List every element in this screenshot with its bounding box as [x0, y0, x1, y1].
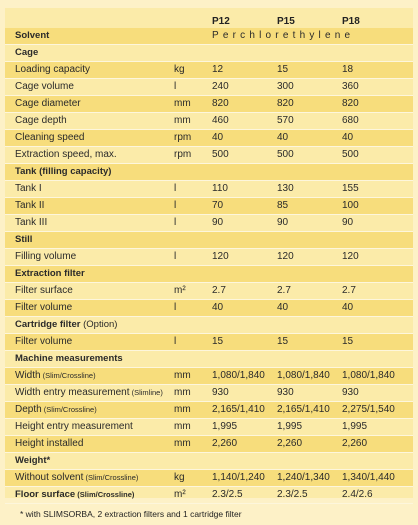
row-label-text: Extraction speed, max.	[15, 149, 117, 160]
row-label-text: Filter volume	[15, 302, 73, 313]
row-label	[15, 79, 74, 95]
row-unit: kg	[174, 64, 185, 75]
row-unit: mm	[174, 98, 191, 109]
table-row	[5, 96, 413, 113]
row-value-p12: 15	[212, 336, 224, 347]
row-label-text: Extraction filter	[15, 268, 85, 279]
footnote: * with SLIMSORBA, 2 extraction filters and 1 cartridge filter	[20, 509, 242, 519]
row-label-note: (Slimline)	[129, 388, 163, 397]
row-label	[15, 28, 49, 44]
row-label	[15, 436, 83, 452]
table-row	[5, 368, 413, 385]
row-label-text: Filter surface	[15, 285, 73, 296]
row-label	[15, 198, 44, 214]
row-value-p18: 120	[342, 251, 359, 262]
row-label-text: Machine measurements	[15, 353, 123, 364]
row-label	[15, 368, 96, 384]
row-value-p18: 360	[342, 81, 359, 92]
row-label	[15, 385, 163, 401]
row-label-text: Width	[15, 370, 41, 381]
row-label	[15, 113, 67, 129]
row-unit: mm	[174, 115, 191, 126]
row-label-text: Still	[15, 234, 33, 245]
row-label	[15, 45, 38, 61]
row-value-p12: 12	[212, 64, 224, 75]
table-header	[5, 8, 413, 28]
row-unit: mm	[174, 370, 191, 381]
row-value-p15: 90	[277, 217, 289, 228]
row-value-p18: 1,080/1,840	[342, 370, 395, 381]
row-value-p15: 15	[277, 64, 289, 75]
row-value-p12: 500	[212, 149, 229, 160]
row-value-p15: 2.7	[277, 285, 291, 296]
row-unit: l	[174, 336, 177, 347]
row-value-p12: 110	[212, 183, 228, 194]
row-value-p15: 570	[277, 115, 294, 126]
row-label-text: Solvent	[15, 30, 50, 41]
row-value-p18: 680	[342, 115, 359, 126]
row-label-extra: (Option)	[80, 319, 118, 330]
row-value-p15: 1,240/1,340	[277, 472, 330, 483]
row-span-value: Perchlorethylene	[212, 30, 355, 41]
table-body	[5, 28, 413, 504]
row-unit: m²	[174, 489, 186, 500]
row-value-p18: 15	[342, 336, 354, 347]
row-label-text: Filter volume	[15, 336, 73, 347]
table-row	[5, 215, 413, 232]
row-value-p18: 930	[342, 387, 359, 398]
table-row	[5, 385, 413, 402]
row-value-p18: 2.7	[342, 285, 356, 296]
table-row	[5, 453, 413, 470]
table-row	[5, 419, 413, 436]
row-label-text: Tank (filling capacity)	[15, 166, 112, 177]
row-label-text: Weight*	[15, 455, 51, 466]
table-row	[5, 487, 413, 504]
row-label-note: (Slim/Crossline)	[83, 473, 139, 482]
table-row	[5, 181, 413, 198]
table-row	[5, 283, 413, 300]
table-row	[5, 113, 413, 130]
row-value-p18: 2.4/2.6	[342, 489, 373, 500]
row-label-text: Cartridge filter	[15, 319, 81, 330]
row-value-p12: 2.7	[212, 285, 226, 296]
row-label	[15, 453, 50, 469]
table-row	[5, 317, 413, 334]
column-header-p12: P12	[212, 16, 230, 27]
row-value-p15: 1,080/1,840	[277, 370, 330, 381]
row-unit: l	[174, 251, 177, 262]
row-label-text: Tank II	[15, 200, 45, 211]
row-value-p12: 1,080/1,840	[212, 370, 265, 381]
row-label	[15, 62, 90, 78]
row-value-p12: 70	[212, 200, 224, 211]
row-label	[15, 181, 42, 197]
spec-table	[5, 8, 413, 498]
row-value-p15: 930	[277, 387, 294, 398]
row-label	[15, 334, 72, 350]
row-value-p18: 1,995	[342, 421, 368, 432]
table-row	[5, 402, 413, 419]
row-value-p18: 1,340/1,440	[342, 472, 395, 483]
row-unit: mm	[174, 421, 191, 432]
row-label	[15, 164, 111, 180]
row-value-p15: 120	[277, 251, 294, 262]
table-row	[5, 79, 413, 96]
row-value-p15: 2,165/1,410	[277, 404, 330, 415]
table-row	[5, 470, 413, 487]
row-label	[15, 487, 134, 503]
row-value-p15: 820	[277, 98, 294, 109]
table-row	[5, 62, 413, 79]
row-label	[15, 470, 138, 486]
row-value-p12: 930	[212, 387, 229, 398]
row-unit: l	[174, 81, 177, 92]
row-unit: l	[174, 183, 177, 194]
row-value-p12: 90	[212, 217, 224, 228]
row-value-p18: 2,275/1,540	[342, 404, 395, 415]
row-label	[15, 96, 81, 112]
row-value-p15: 2,260	[277, 438, 303, 449]
row-label	[15, 147, 117, 163]
row-label-text: Width entry measurement	[15, 387, 130, 398]
row-value-p15: 130	[277, 183, 294, 194]
row-label-note: (Slim/Crossline)	[41, 405, 97, 414]
table-row	[5, 266, 413, 283]
row-unit: mm	[174, 387, 191, 398]
table-row	[5, 351, 413, 368]
table-row	[5, 198, 413, 215]
row-label-text: Cleaning speed	[15, 132, 85, 143]
column-header-p15: P15	[277, 16, 295, 27]
row-value-p12: 240	[212, 81, 229, 92]
row-value-p15: 1,995	[277, 421, 303, 432]
table-row	[5, 147, 413, 164]
table-row	[5, 436, 413, 453]
row-label	[15, 317, 117, 333]
row-label-text: Cage depth	[15, 115, 67, 126]
row-value-p18: 40	[342, 302, 354, 313]
table-row	[5, 334, 413, 351]
row-unit: rpm	[174, 132, 192, 143]
row-value-p12: 40	[212, 302, 224, 313]
row-value-p18: 40	[342, 132, 354, 143]
row-value-p18: 100	[342, 200, 359, 211]
row-value-p12: 2,260	[212, 438, 238, 449]
row-label-text: Cage diameter	[15, 98, 81, 109]
row-value-p18: 18	[342, 64, 354, 75]
row-value-p12: 1,995	[212, 421, 238, 432]
row-label-text: Cage	[15, 47, 39, 58]
row-value-p15: 15	[277, 336, 289, 347]
row-value-p12: 460	[212, 115, 229, 126]
table-row	[5, 28, 413, 45]
row-value-p12: 120	[212, 251, 229, 262]
row-unit: mm	[174, 404, 191, 415]
row-label	[15, 283, 73, 299]
row-value-p15: 300	[277, 81, 294, 92]
row-label	[15, 266, 85, 282]
row-value-p18: 155	[342, 183, 359, 194]
row-label-text: Floor surface	[15, 489, 76, 500]
row-value-p12: 2.3/2.5	[212, 489, 243, 500]
row-label-text: Depth	[15, 404, 42, 415]
row-unit: kg	[174, 472, 185, 483]
table-row	[5, 232, 413, 249]
row-value-p15: 500	[277, 149, 294, 160]
row-label	[15, 130, 85, 146]
row-label	[15, 215, 47, 231]
table-row	[5, 300, 413, 317]
row-value-p12: 2,165/1,410	[212, 404, 265, 415]
row-value-p18: 500	[342, 149, 359, 160]
row-value-p15: 2.3/2.5	[277, 489, 308, 500]
row-label-note: (Slim/Crossline)	[75, 490, 135, 499]
row-label	[15, 402, 97, 418]
row-label	[15, 419, 133, 435]
row-unit: l	[174, 217, 177, 228]
table-row	[5, 130, 413, 147]
row-value-p18: 90	[342, 217, 354, 228]
row-unit: mm	[174, 438, 191, 449]
row-label-text: Filling volume	[15, 251, 77, 262]
row-label-text: Without solvent	[15, 472, 84, 483]
row-unit: l	[174, 302, 177, 313]
row-value-p18: 2,260	[342, 438, 368, 449]
row-label-text: Height entry measurement	[15, 421, 133, 432]
row-label	[15, 249, 76, 265]
row-label-text: Tank I	[15, 183, 42, 194]
table-row	[5, 164, 413, 181]
row-label-text: Height installed	[15, 438, 84, 449]
row-label-text: Tank III	[15, 217, 48, 228]
row-label	[15, 300, 72, 316]
row-unit: l	[174, 200, 177, 211]
table-row	[5, 45, 413, 62]
row-label	[15, 232, 32, 248]
row-unit: m²	[174, 285, 186, 296]
row-label-note: (Slim/Crossline)	[40, 371, 96, 380]
row-label	[15, 351, 123, 367]
row-label-text: Cage volume	[15, 81, 74, 92]
row-unit: rpm	[174, 149, 192, 160]
row-value-p12: 820	[212, 98, 229, 109]
row-label-text: Loading capacity	[15, 64, 91, 75]
table-row	[5, 249, 413, 266]
row-value-p15: 40	[277, 132, 289, 143]
row-value-p15: 40	[277, 302, 289, 313]
column-header-p18: P18	[342, 16, 360, 27]
row-value-p12: 1,140/1,240	[212, 472, 265, 483]
row-value-p15: 85	[277, 200, 289, 211]
row-value-p12: 40	[212, 132, 224, 143]
row-value-p18: 820	[342, 98, 359, 109]
